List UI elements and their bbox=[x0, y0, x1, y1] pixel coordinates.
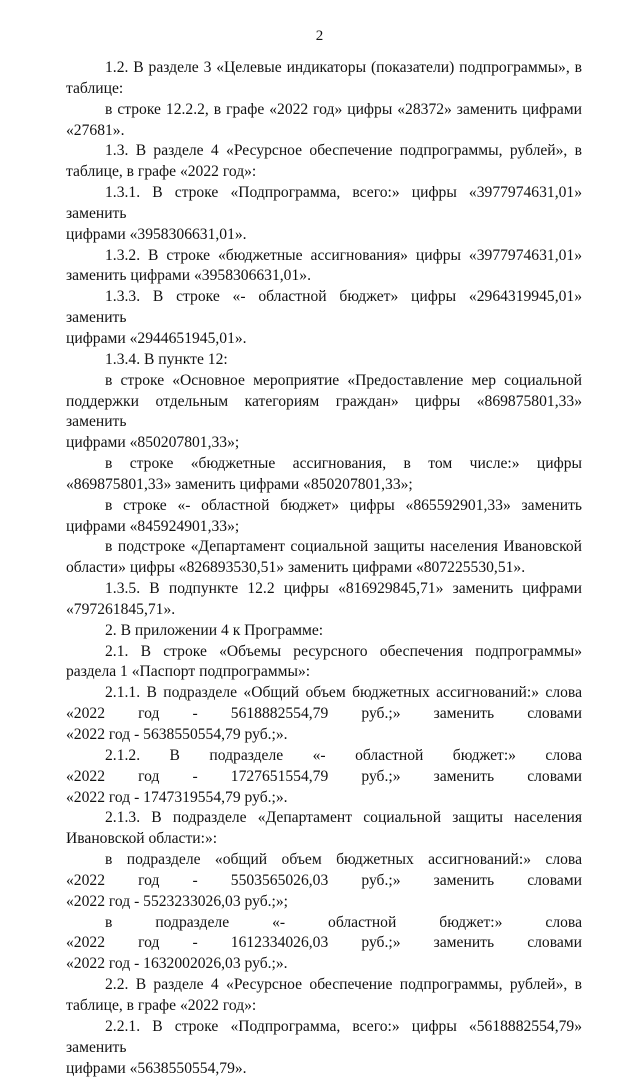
text-line: «2022 год - 5638550554,79 руб.;». bbox=[66, 725, 582, 746]
text-line: в строке «- областной бюджет» цифры «865592901,33» заменить bbox=[66, 496, 582, 517]
paragraph-p1-2 bbox=[66, 58, 582, 100]
text-line: цифрами «2944651945,01». bbox=[66, 329, 582, 350]
text-line: 1.3.2. В строке «бюджетные ассигнования» цифры «3977974631,01» bbox=[66, 246, 582, 267]
text-line: 2.1. В строке «Объемы ресурсного обеспечения подпрограммы» bbox=[66, 642, 582, 663]
paragraph-p2 bbox=[66, 621, 582, 642]
text-line: «2022 год - 5523233026,03 руб.;»; bbox=[66, 892, 582, 913]
paragraph-p1-3-4-c bbox=[66, 496, 582, 538]
text-line: «2022 год - 1727651554,79 руб.;» заменить словами bbox=[66, 767, 582, 788]
text-line: 2.1.2. В подразделе «- областной бюджет:» слова bbox=[66, 746, 582, 767]
text-line: в строке 12.2.2, в графе «2022 год» цифры «28372» заменить цифрами bbox=[66, 100, 582, 121]
text-line: 1.3. В разделе 4 «Ресурсное обеспечение подпрограммы, рублей», в bbox=[66, 141, 582, 162]
text-line: 1.2. В разделе 3 «Целевые индикаторы (показатели) подпрограммы», в bbox=[66, 58, 582, 79]
text-line: таблице: bbox=[66, 79, 582, 100]
text-line: цифрами «3958306631,01». bbox=[66, 225, 582, 246]
paragraph-p2-2 bbox=[66, 975, 582, 1017]
text-line: «2022 год - 1747319554,79 руб.;». bbox=[66, 788, 582, 809]
text-line: цифрами «850207801,33»; bbox=[66, 433, 582, 454]
text-line: «27681». bbox=[66, 121, 582, 142]
paragraph-p2-1-3-a bbox=[66, 850, 582, 913]
paragraph-p1-3-3 bbox=[66, 287, 582, 350]
text-line: в подразделе «- областной бюджет:» слова bbox=[66, 913, 582, 934]
text-line: «2022 год - 1612334026,03 руб.;» заменить словами bbox=[66, 933, 582, 954]
text-line: в подразделе «общий объем бюджетных ассигнований:» слова bbox=[66, 850, 582, 871]
paragraph-p2-1 bbox=[66, 642, 582, 684]
paragraph-p1-3-4-a bbox=[66, 371, 582, 454]
paragraph-p1-3-2 bbox=[66, 246, 582, 288]
paragraph-p1-3-4-b bbox=[66, 454, 582, 496]
paragraph-p2-1-3 bbox=[66, 808, 582, 850]
document-body bbox=[66, 58, 582, 1079]
text-line: «2022 год - 5503565026,03 руб.;» заменить словами bbox=[66, 871, 582, 892]
text-line: «2022 год - 5618882554,79 руб.;» заменить словами bbox=[66, 704, 582, 725]
paragraph-p1-3-5 bbox=[66, 579, 582, 621]
paragraph-p1-3 bbox=[66, 141, 582, 183]
text-line: в строке «Основное мероприятие «Предоставление мер социальной bbox=[66, 371, 582, 392]
text-line: 2.1.3. В подразделе «Департамент социальной защиты населения bbox=[66, 808, 582, 829]
text-line: в строке «бюджетные ассигнования, в том числе:» цифры bbox=[66, 454, 582, 475]
text-line: 2.2.1. В строке «Подпрограмма, всего:» цифры «5618882554,79» заменить bbox=[66, 1017, 582, 1059]
text-line: 2.1.1. В подразделе «Общий объем бюджетных ассигнований:» слова bbox=[66, 683, 582, 704]
text-line: «2022 год - 1632002026,03 руб.;». bbox=[66, 954, 582, 975]
text-line: поддержки отдельным категориям граждан» цифры «869875801,33» заменить bbox=[66, 392, 582, 434]
text-line: Ивановской области:»: bbox=[66, 829, 582, 850]
text-line: таблице, в графе «2022 год»: bbox=[66, 996, 582, 1017]
text-line: 2.2. В разделе 4 «Ресурсное обеспечение подпрограммы, рублей», в bbox=[66, 975, 582, 996]
text-line: 2. В приложении 4 к Программе: bbox=[66, 621, 582, 642]
text-line: 1.3.5. В подпункте 12.2 цифры «816929845,71» заменить цифрами bbox=[66, 579, 582, 600]
text-line: заменить цифрами «3958306631,01». bbox=[66, 266, 582, 287]
paragraph-p1-3-4 bbox=[66, 350, 582, 371]
text-line: области» цифры «826893530,51» заменить цифрами «807225530,51». bbox=[66, 558, 582, 579]
text-line: 1.3.4. В пункте 12: bbox=[66, 350, 582, 371]
paragraph-p2-2-1 bbox=[66, 1017, 582, 1079]
paragraph-p1-3-1 bbox=[66, 183, 582, 246]
text-line: таблице, в графе «2022 год»: bbox=[66, 162, 582, 183]
page-number: 2 bbox=[0, 28, 639, 45]
paragraph-p2-1-1 bbox=[66, 683, 582, 746]
text-line: 1.3.1. В строке «Подпрограмма, всего:» цифры «3977974631,01» заменить bbox=[66, 183, 582, 225]
paragraph-p2-1-3-b bbox=[66, 913, 582, 976]
paragraph-p2-1-2 bbox=[66, 746, 582, 809]
text-line: раздела 1 «Паспорт подпрограммы»: bbox=[66, 662, 582, 683]
text-line: цифрами «845924901,33»; bbox=[66, 517, 582, 538]
text-line: «869875801,33» заменить цифрами «850207801,33»; bbox=[66, 475, 582, 496]
text-line: 1.3.3. В строке «- областной бюджет» цифры «2964319945,01» заменить bbox=[66, 287, 582, 329]
paragraph-p1-2-row bbox=[66, 100, 582, 142]
paragraph-p1-3-4-d bbox=[66, 537, 582, 579]
text-line: «797261845,71». bbox=[66, 600, 582, 621]
text-line: цифрами «5638550554,79». bbox=[66, 1059, 582, 1079]
text-line: в подстроке «Департамент социальной защиты населения Ивановской bbox=[66, 537, 582, 558]
